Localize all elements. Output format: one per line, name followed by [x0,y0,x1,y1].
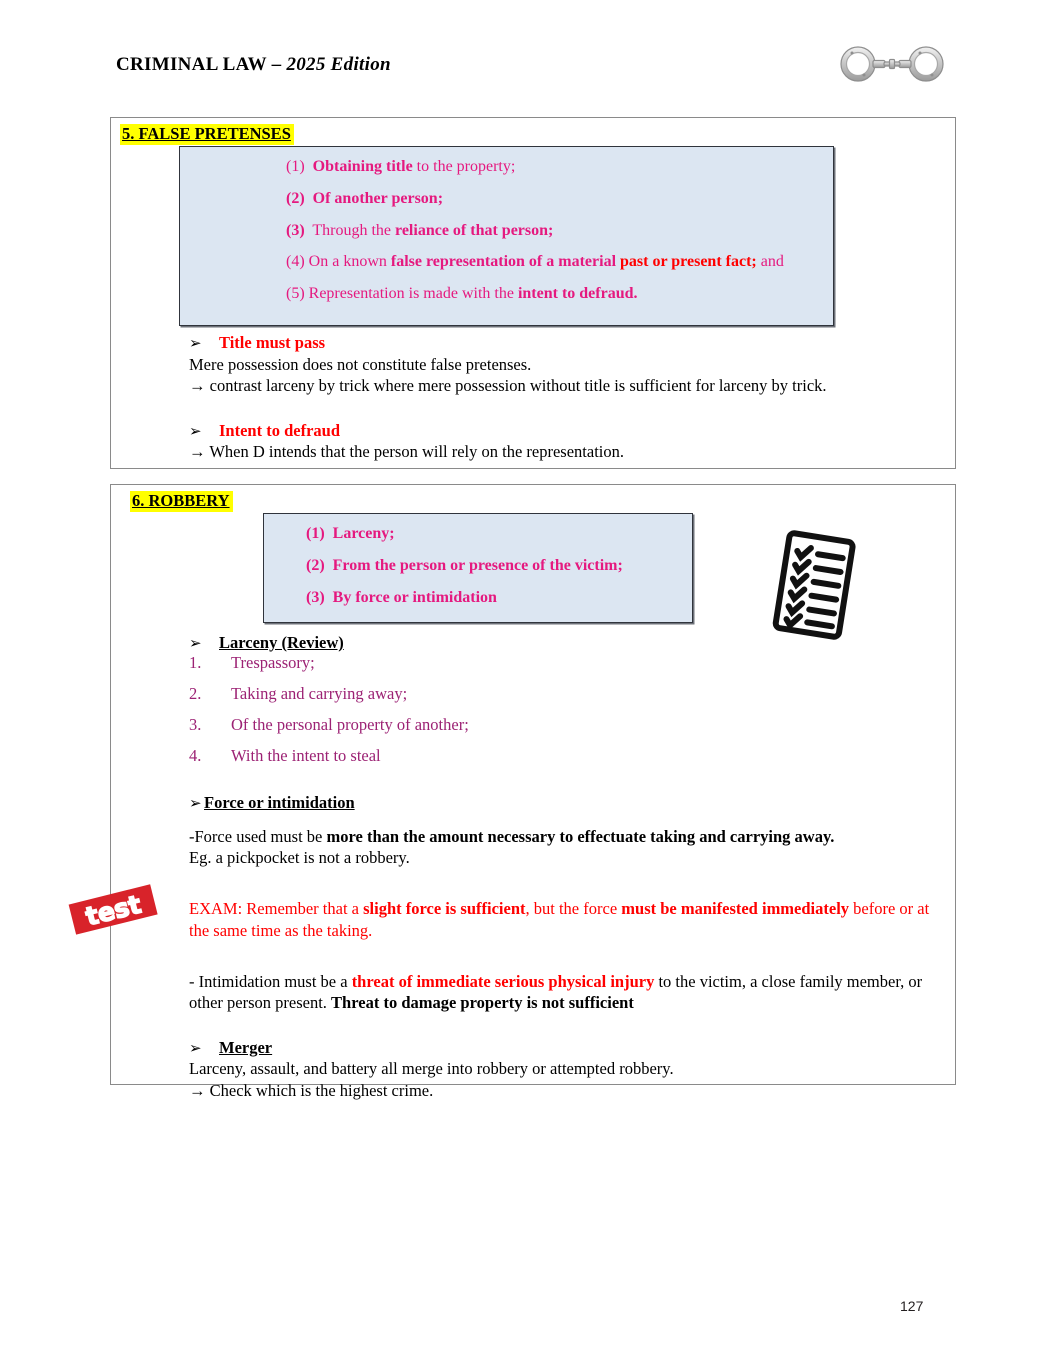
subsection-label: Larceny (Review) [219,633,344,652]
arrow-bullet-icon: ➢ [189,421,202,440]
arrow-bullet-icon: ➢ [189,334,202,352]
list-item-label: With the intent to steal [231,746,381,766]
elements-box-robbery [263,513,693,623]
false-pretenses-body [189,332,941,462]
list-item-number: 3. [189,715,202,735]
intim-b: threat of immediate serious physical injury [351,971,655,991]
subsection-label: Merger [219,1037,273,1057]
list-item-label: Trespassory; [231,652,315,672]
list-item-label: Of the personal property of another; [231,715,469,735]
intimidation-note [189,971,941,1013]
list-item-number: 1. [189,652,202,672]
body-line: Mere possession does not constitute false pretenses. [189,354,532,374]
intim-a: - Intimidation must be a [189,971,352,991]
subsection-heading-force-or-intimidation [189,792,941,814]
arrow-bullet-icon: ➢ [189,1038,202,1057]
element-item: (1) Larceny; [306,525,395,542]
element-item: (3) By force or intimidation [306,588,497,606]
subsection-label: Force or intimidation [204,792,355,812]
list-item-number: 2. [189,683,202,703]
test-stamp-icon [67,878,159,940]
page-header [0,0,1046,108]
exam-b: slight force is sufficient [363,899,526,919]
list-item [189,685,941,702]
list-item [189,654,941,671]
force-text-plain: -Force used must be [189,827,327,847]
list-item [189,716,941,733]
element-item: (4) On a known false representation of a material past or present fact; and [286,253,784,271]
subsection-heading-intent-to-defraud [189,420,941,442]
robbery-body [189,632,941,1101]
list-item-number: 4. [189,746,202,766]
exam-c: , but the force [525,899,622,919]
merger-line-2: → Check which is the highest crime. [189,1080,434,1100]
svg-text:test: test [82,889,144,932]
intim-c: to the victim, a close family member, or other person present. [189,971,923,1012]
section-heading-robbery: 6. ROBBERY [130,491,233,512]
element-item: (2) Of another person; [286,189,444,207]
exam-note [189,898,941,940]
exam-d: must be manifested immediately [621,899,850,919]
force-line-2: Eg. a pickpocket is not a robbery. [189,848,410,868]
page-number: 127 [900,1298,924,1314]
merger-line-1: Larceny, assault, and battery all merge into robbery or attempted robbery. [189,1059,674,1079]
elements-box-false-pretenses [179,146,834,326]
page-title-edition: 2025 Edition [286,54,391,75]
subsection-heading-title-must-pass [189,332,941,354]
element-item: (1) Obtaining title to the property; [286,158,516,175]
subsection-label: Intent to defraud [219,420,341,440]
element-item: (5) Representation is made with the intent to defraud. [286,285,638,303]
element-item: (3) Through the reliance of that person; [286,221,554,239]
list-item-label: Taking and carrying away; [231,683,408,703]
handcuffs-icon [828,40,956,88]
body-line: → When D intends that the person will rely on the representation. [189,442,625,462]
body-line: → contrast larceny by trick where mere possession without title is sufficient for larceny by trick. [189,375,827,395]
page-title-dash: – [271,54,287,75]
checklist-icon [762,527,866,645]
intim-d: Threat to damage property is not sufficient [331,992,634,1012]
force-line-1 [189,826,941,847]
arrow-bullet-icon: ➢ [189,793,202,812]
exam-e: before or at the same time as the taking. [189,899,930,940]
larceny-review-list [189,654,941,765]
page-title [116,54,391,76]
subsection-label: Title must pass [219,333,326,352]
element-item: (2) From the person or presence of the victim; [306,556,623,574]
force-text-bold: more than the amount necessary to effectuate taking and carrying away. [326,827,835,847]
subsection-heading-merger [189,1037,941,1059]
section-heading-false-pretenses: 5. FALSE PRETENSES [120,124,294,145]
list-item [189,747,941,764]
section-false-pretenses [110,117,956,469]
page-title-main: CRIMINAL LAW [116,54,272,75]
exam-a: EXAM: Remember that a [189,899,364,919]
arrow-bullet-icon: ➢ [189,634,202,652]
